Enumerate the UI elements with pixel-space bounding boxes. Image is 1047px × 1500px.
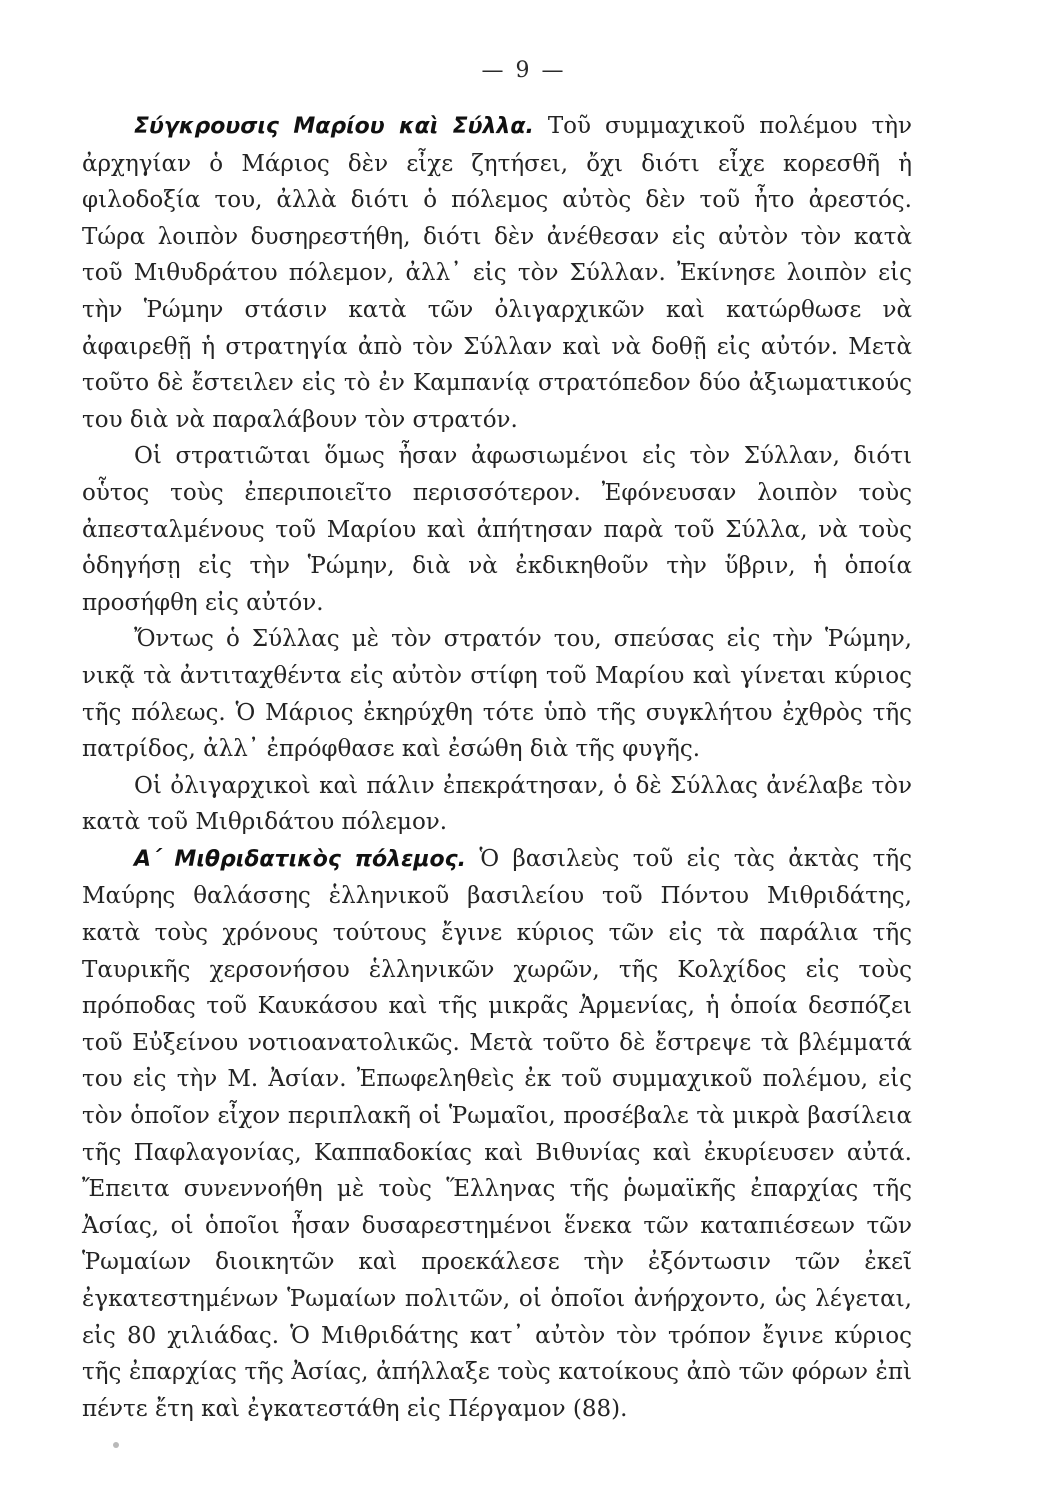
page-number-header — [0, 58, 1047, 83]
paragraph-oligarchs — [82, 768, 912, 841]
paragraph-text: Τοῦ συμμαχικοῦ πολέμου τὴν ἀρχηγίαν ὁ Μάριος δὲν εἶχε ζητήσει, ὄχι διότι εἶχε κορεσθῆ ἡ φιλοδοξία του, ἀλλὰ διότι ὁ πόλεμος αὐτὸς δὲν τοῦ ἦτο ἀρεστός. Τώρα λοιπὸν δυσηρεστήθη, διότι δὲν ἀνέθεσαν εἰς αὐτὸν τὸν κατὰ τοῦ Μιθυδράτου πόλεμον, ἀλλ᾽ εἰς τὸν Σύλλαν. Ἐκίνησε λοιπὸν εἰς τὴν Ῥώμην στάσιν κατὰ τῶν ὀλιγαρχικῶν καὶ κατώρθωσε νὰ ἀφαιρεθῇ ἡ στρατηγία ἀπὸ τὸν Σύλλαν καὶ νὰ δοθῇ εἰς αὐτόν. Μετὰ τοῦτο δὲ ἔστειλεν εἰς τὸ ἐν Καμπανίᾳ στρατόπεδον δύο ἀξιωματικούς του διὰ νὰ παραλάβουν τὸν στρατόν. — [82, 113, 913, 433]
paragraph-text: Οἱ ὀλιγαρχικοὶ καὶ πάλιν ἐπεκράτησαν, ὁ δὲ Σύλλας ἀνέλαβε τὸν κατὰ τοῦ Μιθριδάτου πόλεμον. — [82, 772, 912, 836]
paragraph-text: Ὄντως ὁ Σύλλας μὲ τὸν στρατόν του, σπεύσας εἰς τὴν Ῥώμην, νικᾷ τὰ ἀντιταχθέντα εἰς αὐτὸν στίφη τοῦ Μαρίου καὶ γίνεται κύριος τῆς πόλεως. Ὁ Μάριος ἐκηρύχθη τότε ὑπὸ τῆς συγκλήτου ἐχθρὸς τῆς πατρίδος, ἀλλ᾽ ἐπρόφθασε καὶ ἐσώθη διὰ τῆς φυγῆς. — [82, 626, 912, 763]
paragraph-text: Ὁ βασιλεὺς τοῦ εἰς τὰς ἀκτὰς τῆς Μαύρης θαλάσσης ἑλληνικοῦ βασιλείου τοῦ Πόντου Μιθριδάτης, κατὰ τοὺς χρόνους τούτους ἔγινε κύριος τῶν εἰς τὰ παράλια τῆς Ταυρικῆς χερσονήσου ἑλληνικῶν χωρῶν, τῆς Κολχίδος εἰς τοὺς πρόποδας τοῦ Καυκάσου καὶ τῆς μικρᾶς Ἀρμενίας, ἡ ὁποία δεσπόζει τοῦ Εὐξείνου νοτιοανατολικῶς. Μετὰ τοῦτο δὲ ἔστρεψε τὰ βλέμματά του εἰς τὴν Μ. Ἀσίαν. Ἐπωφεληθεὶς ἐκ τοῦ συμμαχικοῦ πολέμου, εἰς τὸν ὁποῖον εἶχον περιπλακῆ οἱ Ῥωμαῖοι, προσέβαλε τὰ μικρὰ βασίλεια τῆς Παφλαγονίας, Καππαδοκίας καὶ Βιθυνίας καὶ ἐκυρίευσεν αὐτά. Ἔπειτα συνεννοήθη μὲ τοὺς Ἕλληνας τῆς ῥωμαϊκῆς ἐπαρχίας τῆς Ἀσίας, οἱ ὁποῖοι ἦσαν δυσαρεστημένοι ἕνεκα τῶν καταπιέσεων τῶν Ῥωμαίων διοικητῶν καὶ προεκάλεσε τὴν ἐξόντωσιν τῶν ἐκεῖ ἐγκατεστημένων Ῥωμαίων πολιτῶν, οἱ ὁποῖοι ἀνήρχοντο, ὡς λέγεται, εἰς 80 χιλιάδας. Ὁ Μιθριδάτης κατ᾽ αὐτὸν τὸν τρόπον ἔγινε κύριος τῆς ἐπαρχίας τῆς Ἀσίας, ἀπήλλαξε τοὺς κατοίκους ἀπὸ τῶν φόρων ἐπὶ πέντε ἔτη καὶ ἐγκατεστάθη εἰς Πέργαμον (88). — [82, 845, 913, 1422]
paragraph-sulla-rome — [82, 621, 912, 767]
section-heading-marius-sulla: Σύγκρουσις Μαρίου καὶ Σύλλα. — [134, 114, 534, 139]
paragraph-marius-sulla-conflict — [82, 108, 912, 438]
ink-speck-mark — [113, 1442, 119, 1448]
paragraph-first-mithridatic-war — [82, 841, 912, 1428]
body-text — [82, 108, 912, 1427]
paragraph-soldiers — [82, 438, 912, 621]
paragraph-text: Οἱ στρατιῶται ὅμως ἦσαν ἀφωσιωμένοι εἰς τὸν Σύλλαν, διότι οὗτος τοὺς ἐπεριποιεῖτο περισσότερον. Ἐφόνευσαν λοιπὸν τοὺς ἀπεσταλμένους τοῦ Μαρίου καὶ ἀπήτησαν παρὰ τοῦ Σύλλα, νὰ τοὺς ὁδηγήσῃ εἰς τὴν Ῥώμην, διὰ νὰ ἐκδικηθοῦν τὴν ὕβριν, ἡ ὁποία προσήφθη εἰς αὐτόν. — [82, 443, 912, 616]
page-number: 9 — [515, 58, 532, 83]
section-heading-mithridatic-war: Α΄ Μιθριδατικὸς πόλεμος. — [134, 846, 467, 872]
page-number-dash-left: — — [481, 58, 506, 83]
page-number-dash-right: — — [541, 58, 566, 83]
